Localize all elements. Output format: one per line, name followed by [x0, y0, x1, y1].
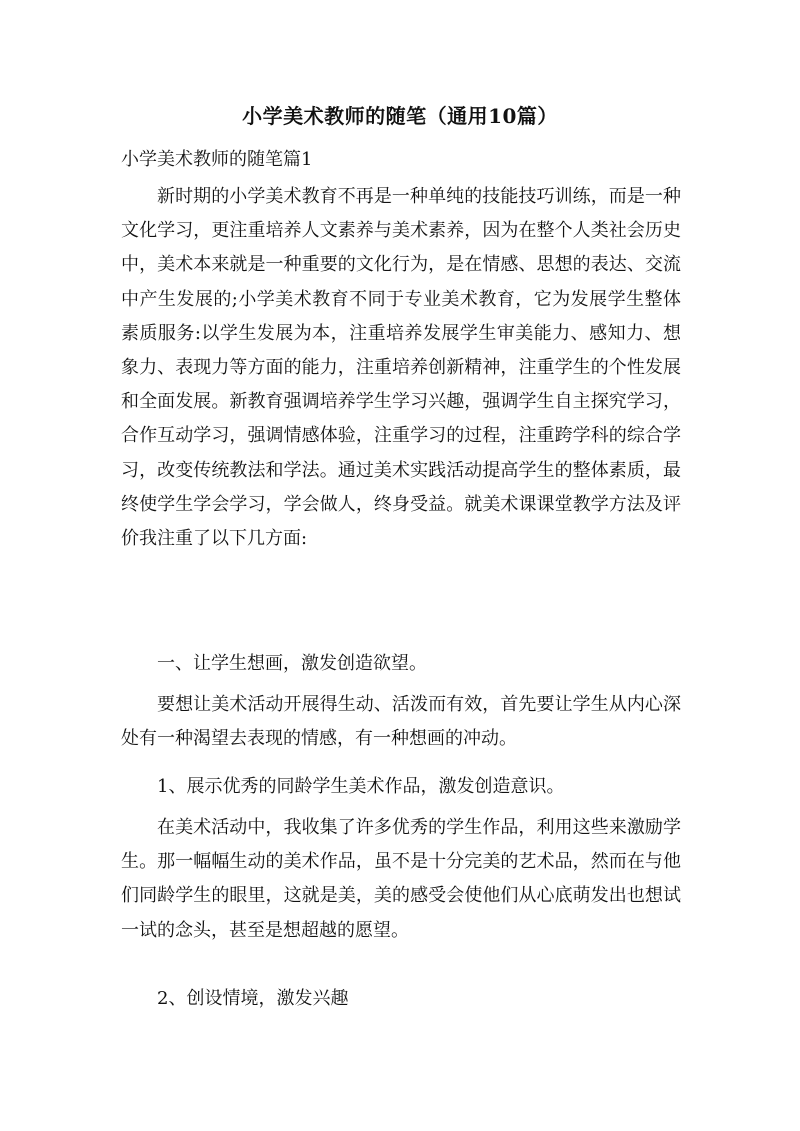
paragraph-intro: 新时期的小学美术教育不再是一种单纯的技能技巧训练，而是一种文化学习，更注重培养人文素养与美术素养，因为在整个人类社会历史中，美术本来就是一种重要的文化行为，是在情感、思想的表达、交流中产生发展的;小学美术教育不同于专业美术教育，它为发展学生整体素质服务:以学生发展为本，注重培养发展学生审美能力、感知力、想象力、表现力等方面的能力，注重培养创新精神，注重学生的个性发展和全面发展。新教育强调培养学生学习兴趣，强调学生自主探究学习，合作互动学习，强调情感体验，注重学习的过程，注重跨学科的综合学习，改变传统教法和学法。通过美术实践活动提高学生的整体素质，最终使学生学会学习，学会做人，终身受益。就美术课课堂教学方法及评价我注重了以下几方面: [121, 186, 681, 550]
paragraph-subpoint-1: 1、展示优秀的同龄学生美术作品，激发创造意识。 [157, 776, 565, 797]
paragraph-point-one-body: 要想让美术活动开展得生动、活泼而有效，首先要让学生从内心深处有一种渴望去表现的情感，有一种想画的冲动。 [121, 694, 681, 750]
paragraph-point-one: 一、让学生想画，激发创造欲望。 [157, 653, 427, 674]
document-title: 小学美术教师的随笔（通用10篇） [242, 104, 558, 128]
section-heading: 小学美术教师的随笔篇1 [121, 149, 313, 170]
paragraph-subpoint-1-body: 在美术活动中，我收集了许多优秀的学生作品，利用这些来激励学生。那一幅幅生动的美术作品，虽不是十分完美的艺术品，然而在与他们同龄学生的眼里，这就是美，美的感受会使他们从心底萌发出也想试一试的念头，甚至是想超越的愿望。 [121, 817, 681, 941]
paragraph-subpoint-2: 2、创设情境，激发兴趣 [157, 988, 349, 1009]
